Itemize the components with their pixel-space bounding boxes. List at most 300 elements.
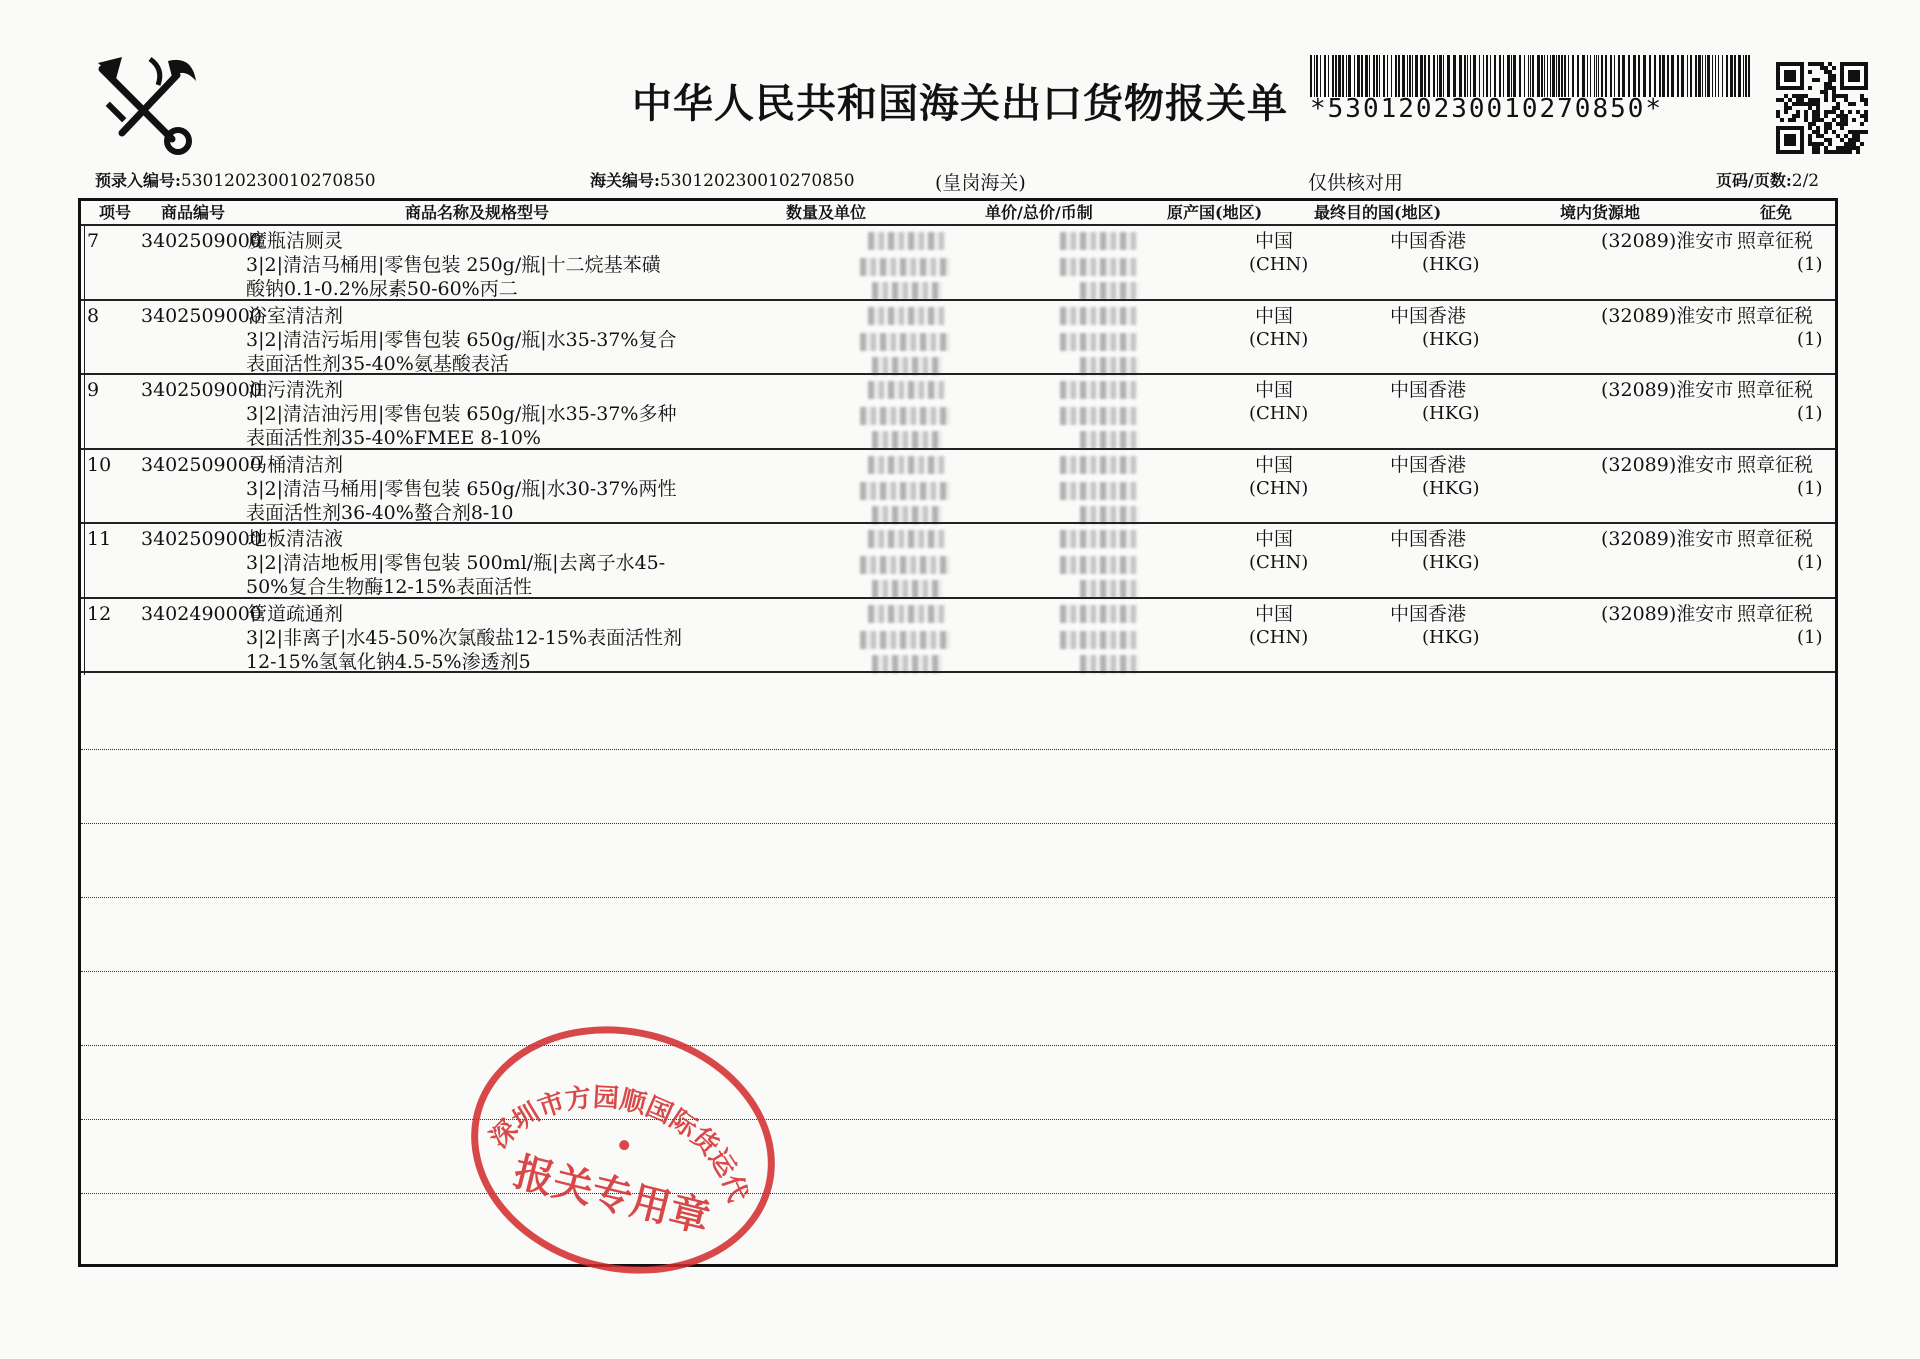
- redacted-quantity: [872, 580, 942, 598]
- qr-module: [1824, 82, 1828, 86]
- qr-module: [1812, 150, 1816, 154]
- qr-module: [1816, 130, 1820, 134]
- barcode-bar: [1490, 55, 1491, 97]
- barcode-bar: [1552, 55, 1555, 97]
- qr-module: [1824, 150, 1828, 154]
- barcode-bar: [1361, 55, 1363, 97]
- duty-mode: 照章征税: [1737, 453, 1814, 476]
- qr-module: [1780, 98, 1784, 102]
- qr-code-icon: [1776, 62, 1868, 154]
- item-number: 9: [87, 379, 100, 401]
- qr-module: [1812, 130, 1816, 134]
- redacted-quantity: [860, 333, 950, 351]
- hs-code: 3402490000: [141, 602, 262, 625]
- barcode-bar: [1628, 55, 1630, 97]
- item-number: 8: [87, 304, 100, 327]
- barcode-bar: [1715, 55, 1716, 97]
- barcode-bar: [1499, 55, 1501, 97]
- qr-module: [1840, 126, 1844, 130]
- qr-module: [1816, 146, 1820, 150]
- qr-module: [1828, 150, 1832, 154]
- destination-country: 中国香港: [1390, 304, 1467, 327]
- destination-code: (HKG): [1422, 403, 1480, 424]
- barcode-bar: [1335, 55, 1337, 97]
- qr-module: [1812, 114, 1816, 118]
- qr-module: [1792, 114, 1796, 118]
- destination-country: 中国香港: [1390, 602, 1467, 625]
- barcode-bar: [1596, 55, 1597, 97]
- destination-code: (HKG): [1422, 254, 1480, 275]
- header-item-no: 项号: [99, 203, 132, 222]
- barcode-bar: [1730, 55, 1733, 97]
- qr-module: [1836, 114, 1840, 118]
- qr-module: [1808, 86, 1812, 90]
- goods-spec-line2: 表面活性剂35-40%氨基酸表活: [246, 352, 509, 375]
- barcode-bar: [1572, 55, 1574, 97]
- qr-module: [1844, 122, 1848, 126]
- barcode-bar: [1633, 55, 1636, 97]
- barcode-bar: [1654, 55, 1656, 97]
- qr-module: [1816, 150, 1820, 154]
- barcode-bar: [1550, 55, 1551, 97]
- redacted-price: [1060, 482, 1138, 500]
- duty-mode: 照章征税: [1737, 379, 1814, 401]
- qr-module: [1824, 130, 1828, 134]
- qr-module: [1864, 118, 1868, 122]
- qr-module: [1776, 114, 1780, 118]
- barcode-bar: [1365, 55, 1368, 97]
- qr-module: [1832, 150, 1836, 154]
- qr-module: [1852, 102, 1856, 106]
- destination-code: (HKG): [1422, 626, 1480, 648]
- redacted-price: [1060, 456, 1138, 474]
- barcode-bar: [1568, 55, 1569, 97]
- qr-module: [1860, 122, 1864, 126]
- redacted-price: [1060, 381, 1138, 399]
- redacted-quantity: [868, 456, 946, 474]
- qr-module: [1852, 118, 1856, 122]
- qr-module: [1832, 86, 1836, 90]
- qr-module: [1804, 114, 1808, 118]
- qr-module: [1828, 62, 1832, 66]
- goods-spec-line1: 3|2|非离子|水45-50%次氯酸盐12-15%表面活性剂: [246, 626, 683, 649]
- qr-module: [1812, 122, 1816, 126]
- qr-module: [1844, 146, 1848, 150]
- qr-module: [1832, 98, 1836, 102]
- redacted-price: [1080, 357, 1140, 375]
- barcode-bar: [1320, 55, 1321, 97]
- barcode-bar: [1483, 55, 1484, 97]
- qr-module: [1824, 122, 1828, 126]
- qr-module: [1828, 126, 1832, 130]
- barcode-bar: [1503, 55, 1504, 97]
- qr-module: [1832, 66, 1836, 70]
- qr-module: [1820, 66, 1824, 70]
- destination-country: 中国香港: [1390, 230, 1467, 252]
- barcode-bar: [1738, 55, 1741, 97]
- item-number: 11: [87, 528, 112, 550]
- barcode-bar: [1695, 55, 1697, 97]
- duty-code: (1): [1797, 626, 1823, 648]
- domestic-source: (32089)淮安市: [1601, 528, 1734, 550]
- barcode-bar: [1342, 55, 1344, 97]
- qr-module: [1860, 142, 1864, 146]
- qr-module: [1832, 94, 1836, 98]
- qr-module: [1828, 70, 1832, 74]
- qr-module: [1824, 138, 1828, 142]
- hs-code: 3402509000: [141, 304, 262, 327]
- barcode-bar: [1407, 55, 1408, 97]
- page-indicator: [1716, 168, 1819, 191]
- redacted-price: [1080, 431, 1140, 449]
- qr-module: [1840, 150, 1844, 154]
- barcode-bar: [1420, 55, 1423, 97]
- item-number: 7: [87, 230, 100, 252]
- barcode-bar: [1324, 55, 1326, 97]
- qr-module: [1808, 106, 1812, 110]
- barcode-bar: [1357, 55, 1360, 97]
- duty-mode: 照章征税: [1737, 528, 1814, 550]
- redacted-price: [1060, 307, 1138, 325]
- qr-module: [1816, 78, 1820, 82]
- qr-module: [1836, 122, 1840, 126]
- qr-module: [1816, 62, 1820, 66]
- customs-number-value: 530120230010270850: [659, 171, 855, 191]
- qr-module: [1856, 110, 1860, 114]
- barcode-bar: [1511, 55, 1512, 97]
- qr-module: [1808, 102, 1812, 106]
- qr-module: [1848, 110, 1852, 114]
- barcode-bar: [1681, 55, 1684, 97]
- qr-module: [1824, 110, 1828, 114]
- destination-code: (HKG): [1422, 477, 1480, 499]
- verification-note: 仅供核对用: [1308, 172, 1404, 194]
- row-divider: [81, 448, 1835, 450]
- barcode-bar: [1459, 55, 1462, 97]
- origin-country: 中国: [1255, 528, 1294, 550]
- barcode-bar: [1513, 55, 1516, 97]
- barcode-bar: [1556, 55, 1557, 97]
- qr-module: [1812, 98, 1816, 102]
- qr-module: [1852, 146, 1856, 150]
- barcode-bar: [1677, 55, 1679, 97]
- redacted-quantity: [868, 381, 946, 399]
- origin-code: (CHN): [1249, 626, 1309, 648]
- row-left-border: [84, 226, 85, 675]
- origin-country: 中国: [1255, 453, 1294, 476]
- redacted-quantity: [872, 282, 942, 300]
- destination-code: (HKG): [1422, 552, 1480, 573]
- qr-module: [1848, 146, 1852, 150]
- qr-module: [1844, 150, 1848, 154]
- barcode-bar: [1373, 55, 1375, 97]
- barcode-bar: [1748, 55, 1750, 97]
- goods-spec-line1: 3|2|清洁马桶用|零售包装 650g/瓶|水30-37%两性: [246, 477, 677, 500]
- barcode-bar: [1398, 55, 1400, 97]
- barcode-bar: [1415, 55, 1418, 97]
- qr-module: [1808, 70, 1812, 74]
- goods-spec-line1: 3|2|清洁污垢用|零售包装 650g/瓶|水35-37%复合: [246, 328, 677, 351]
- goods-name: 魔瓶洁厕灵: [248, 230, 344, 252]
- barcode-bar: [1310, 55, 1312, 97]
- barcode-bar: [1687, 55, 1688, 97]
- barcode-bar: [1622, 55, 1625, 97]
- goods-spec-line2: 表面活性剂35-40%FMEE 8-10%: [246, 427, 541, 449]
- qr-module: [1820, 118, 1824, 122]
- redacted-quantity: [872, 431, 942, 449]
- barcode-bar: [1590, 55, 1591, 97]
- qr-module: [1864, 110, 1868, 114]
- redacted-quantity: [860, 631, 950, 649]
- duty-mode: 照章征税: [1737, 230, 1814, 252]
- empty-row-line: [81, 1045, 1835, 1046]
- qr-module: [1828, 110, 1832, 114]
- qr-module: [1784, 134, 1796, 146]
- barcode-bar: [1467, 55, 1468, 97]
- qr-module: [1780, 118, 1784, 122]
- barcode-bar: [1598, 55, 1599, 97]
- qr-module: [1812, 62, 1816, 66]
- barcode-bar: [1712, 55, 1713, 97]
- qr-module: [1848, 150, 1852, 154]
- hs-code: 3402509000: [141, 528, 262, 550]
- redacted-price: [1060, 605, 1138, 623]
- barcode-bar: [1447, 55, 1450, 97]
- seal-company-text: 深圳市方园顺国际货运代理有限公司: [484, 1082, 753, 1206]
- barcode-bar: [1486, 55, 1488, 97]
- qr-module: [1836, 134, 1840, 138]
- qr-module: [1792, 118, 1796, 122]
- redacted-price: [1080, 655, 1140, 673]
- qr-module: [1812, 142, 1816, 146]
- qr-module: [1856, 150, 1860, 154]
- qr-module: [1808, 142, 1812, 146]
- barcode-bar: [1561, 55, 1563, 97]
- barcode-bar: [1662, 55, 1665, 97]
- redacted-price: [1080, 282, 1140, 300]
- row-divider: [81, 522, 1835, 524]
- goods-spec-line1: 3|2|清洁油污用|零售包装 650g/瓶|水35-37%多种: [246, 403, 677, 425]
- qr-module: [1836, 106, 1840, 110]
- barcode-bar: [1439, 55, 1442, 97]
- qr-module: [1832, 106, 1836, 110]
- barcode-bar: [1547, 55, 1548, 97]
- goods-name: 马桶清洁剂: [248, 453, 344, 476]
- barcode-bar: [1587, 55, 1588, 97]
- duty-mode: 照章征税: [1737, 304, 1814, 327]
- qr-module: [1800, 94, 1804, 98]
- header-source: 境内货源地: [1560, 203, 1641, 222]
- qr-module: [1864, 130, 1868, 134]
- qr-module: [1836, 146, 1840, 150]
- barcode-bar: [1601, 55, 1603, 97]
- redacted-price: [1060, 631, 1138, 649]
- qr-module: [1820, 90, 1824, 94]
- qr-module: [1840, 110, 1844, 114]
- qr-module: [1848, 70, 1860, 82]
- qr-module: [1820, 62, 1824, 66]
- barcode-bar: [1532, 55, 1534, 97]
- qr-module: [1784, 94, 1788, 98]
- barcode-bar: [1453, 55, 1456, 97]
- qr-module: [1804, 110, 1808, 114]
- qr-module: [1832, 130, 1836, 134]
- empty-row-line: [81, 823, 1835, 824]
- qr-module: [1800, 102, 1804, 106]
- qr-module: [1800, 98, 1804, 102]
- row-divider: [81, 597, 1835, 599]
- qr-module: [1808, 134, 1812, 138]
- qr-module: [1808, 126, 1812, 130]
- qr-module: [1824, 98, 1828, 102]
- redacted-price: [1060, 530, 1138, 548]
- barcode-bar: [1705, 55, 1706, 97]
- barcode-bar: [1519, 55, 1521, 97]
- qr-module: [1784, 106, 1788, 110]
- customs-emblem-icon: [92, 55, 202, 155]
- pre-entry-label: 预录入编号:: [95, 171, 181, 190]
- qr-module: [1816, 142, 1820, 146]
- domestic-source: (32089)淮安市: [1601, 304, 1734, 327]
- company-seal: [458, 1010, 788, 1290]
- qr-module: [1864, 114, 1868, 118]
- pre-entry-number: [95, 168, 376, 191]
- hs-code: 3402509000: [141, 230, 262, 252]
- qr-module: [1860, 130, 1864, 134]
- barcode-bar: [1743, 55, 1744, 97]
- goods-spec-line2: 12-15%氢氧化钠4.5-5%渗透剂5: [246, 650, 531, 673]
- barcode-bar: [1524, 55, 1525, 97]
- redacted-price: [1060, 556, 1138, 574]
- qr-module: [1824, 66, 1828, 70]
- form-title: 中华人民共和国海关出口货物报关单: [632, 81, 1288, 127]
- barcode-bar: [1395, 55, 1397, 97]
- redacted-quantity: [860, 258, 950, 276]
- barcode-bar: [1354, 55, 1355, 97]
- domestic-source: (32089)淮安市: [1601, 602, 1734, 625]
- qr-module: [1836, 150, 1840, 154]
- barcode-bar: [1443, 55, 1444, 97]
- barcode-bar: [1383, 55, 1385, 97]
- qr-module: [1840, 118, 1844, 122]
- duty-mode: 照章征税: [1737, 602, 1814, 625]
- qr-module: [1824, 90, 1828, 94]
- redacted-quantity: [868, 605, 946, 623]
- barcode-bar: [1528, 55, 1529, 97]
- barcode-bar: [1473, 55, 1476, 97]
- item-number: 10: [87, 453, 112, 476]
- barcode-bar: [1667, 55, 1669, 97]
- qr-module: [1816, 114, 1820, 118]
- barcode-bar: [1558, 55, 1560, 97]
- destination-country: 中国香港: [1390, 379, 1467, 401]
- redacted-quantity: [872, 655, 942, 673]
- qr-module: [1792, 94, 1796, 98]
- row-divider: [81, 299, 1835, 301]
- qr-module: [1816, 118, 1820, 122]
- qr-module: [1808, 138, 1812, 142]
- redacted-quantity: [860, 407, 950, 425]
- qr-module: [1776, 98, 1780, 102]
- qr-module: [1860, 114, 1864, 118]
- qr-module: [1824, 86, 1828, 90]
- qr-module: [1844, 94, 1848, 98]
- qr-module: [1852, 142, 1856, 146]
- barcode-bar: [1702, 55, 1703, 97]
- origin-code: (CHN): [1249, 552, 1309, 573]
- barcode-bar: [1369, 55, 1370, 97]
- qr-module: [1816, 102, 1820, 106]
- empty-row-line: [81, 971, 1835, 972]
- duty-code: (1): [1797, 328, 1823, 350]
- barcode-bar: [1610, 55, 1612, 97]
- empty-row-line: [81, 897, 1835, 898]
- qr-module: [1828, 142, 1832, 146]
- qr-module: [1796, 98, 1800, 102]
- qr-module: [1836, 94, 1840, 98]
- qr-module: [1832, 78, 1836, 82]
- origin-country: 中国: [1255, 230, 1294, 252]
- goods-name: 浴室清洁剂: [248, 304, 344, 327]
- qr-module: [1848, 102, 1852, 106]
- customs-number-label: 海关编号:: [590, 171, 660, 190]
- barcode-bar: [1594, 55, 1595, 97]
- barcode-bar: [1659, 55, 1661, 97]
- qr-module: [1788, 98, 1792, 102]
- qr-module: [1828, 138, 1832, 142]
- qr-module: [1812, 78, 1816, 82]
- barcode-bar: [1734, 55, 1736, 97]
- qr-module: [1796, 114, 1800, 118]
- qr-module: [1844, 98, 1848, 102]
- qr-module: [1816, 106, 1820, 110]
- origin-code: (CHN): [1249, 328, 1309, 350]
- origin-code: (CHN): [1249, 477, 1309, 499]
- qr-module: [1864, 98, 1868, 102]
- qr-module: [1848, 130, 1852, 134]
- item-number: 12: [87, 602, 112, 625]
- qr-module: [1848, 142, 1852, 146]
- qr-module: [1796, 102, 1800, 106]
- qr-module: [1788, 118, 1792, 122]
- qr-module: [1824, 94, 1828, 98]
- qr-module: [1828, 86, 1832, 90]
- qr-module: [1856, 134, 1860, 138]
- barcode-bar: [1428, 55, 1430, 97]
- header-duty: 征免: [1760, 203, 1793, 222]
- qr-module: [1812, 118, 1816, 122]
- header-destination: 最终目的国(地区): [1314, 203, 1442, 222]
- barcode-bar: [1494, 55, 1496, 97]
- qr-module: [1852, 134, 1856, 138]
- goods-spec-line1: 3|2|清洁马桶用|零售包装 250g/瓶|十二烷基苯磺: [246, 254, 661, 276]
- barcode-bar: [1537, 55, 1540, 97]
- barcode-bar: [1698, 55, 1701, 97]
- origin-country: 中国: [1255, 304, 1294, 327]
- destination-country: 中国香港: [1390, 453, 1467, 476]
- barcode-bar: [1690, 55, 1692, 97]
- qr-module: [1804, 94, 1808, 98]
- origin-code: (CHN): [1249, 254, 1309, 275]
- barcode-bar: [1424, 55, 1426, 97]
- barcode-bar: [1376, 55, 1378, 97]
- row-divider: [81, 373, 1835, 375]
- barcode-bar: [1577, 55, 1579, 97]
- empty-row-line: [81, 1119, 1835, 1120]
- hs-code: 3402509000: [141, 379, 262, 401]
- redacted-price: [1060, 333, 1138, 351]
- customs-number: [590, 168, 855, 191]
